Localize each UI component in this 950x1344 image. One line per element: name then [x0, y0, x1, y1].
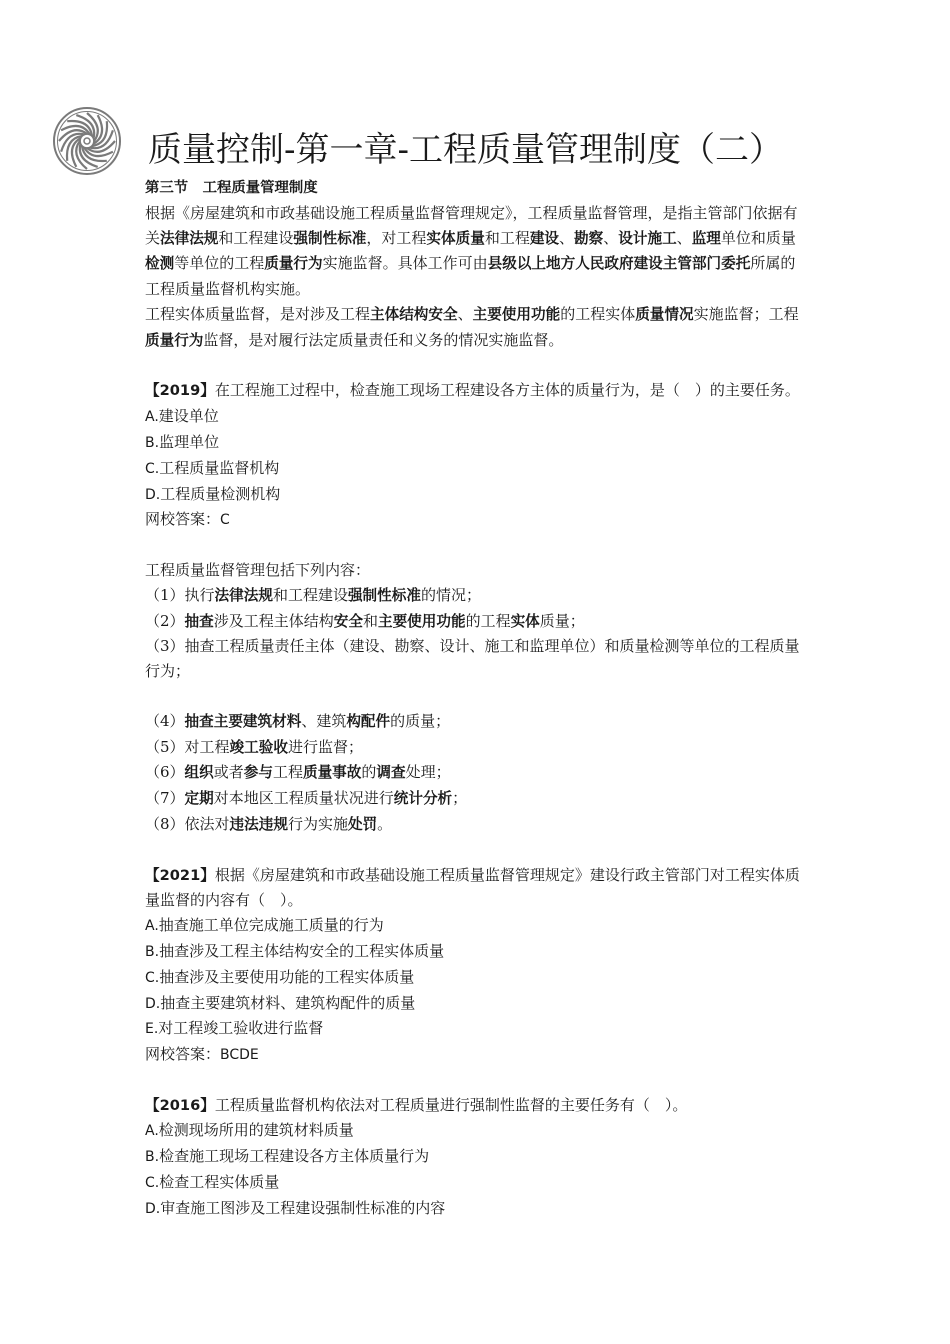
question-2021-answer: [145, 1042, 809, 1068]
bold-text: 实体质量: [426, 229, 485, 247]
section-heading: 第三节 工程质量管理制度: [145, 180, 318, 196]
text-run: 对本地区工程质量状况进行: [213, 789, 394, 808]
option-key: E.: [145, 1021, 159, 1038]
contents-item-1: [145, 583, 809, 609]
text-run: 监督，是对履行法定质量责任和义务的情况实施监督。: [203, 330, 564, 349]
text-run: 的: [361, 763, 377, 782]
bold-text: 组织: [184, 764, 214, 782]
text-run: （4）: [145, 711, 185, 730]
answer-value: BCDE: [220, 1047, 259, 1064]
text-run: 根据《房屋建筑和市政基础设施工程质量监督管理规定》，工程质量监督管理，是指主管部门依据有关: [145, 203, 798, 247]
text-run: 和工程: [484, 228, 530, 247]
option-item: [145, 430, 809, 456]
option-item: [145, 913, 809, 939]
text-run: 根据《房屋建筑和市政基础设施工程质量监督管理规定》建设行政主管部门对工程实体质 量监督的内容有（ ）。: [145, 865, 815, 910]
bold-text: 】: [200, 382, 215, 400]
option-key: D.: [145, 486, 161, 503]
text-run: 、: [676, 228, 692, 247]
text-run: 单位和质量: [720, 228, 796, 247]
answer-value: C: [220, 512, 230, 529]
bold-text: 违法违规: [229, 815, 288, 833]
bold-text: 质量事故: [302, 764, 362, 782]
option-key: D.: [145, 995, 161, 1012]
bold-text: 强制性标准: [347, 586, 421, 604]
question-2016-stem: [145, 1093, 809, 1119]
text-run: 、建筑: [301, 711, 347, 730]
question-2016-options: [145, 1118, 809, 1221]
bold-text: 【: [145, 866, 160, 884]
bold-text: 2016: [159, 1096, 201, 1114]
text-run: 、: [457, 304, 473, 323]
text-run: 和工程建设: [272, 585, 348, 604]
bold-text: 定期: [184, 790, 214, 808]
text-run: （1）执行: [145, 585, 215, 604]
bold-text: 质量行为: [264, 255, 323, 273]
option-item: [145, 1196, 809, 1222]
text-run: 涉及工程主体结构: [213, 611, 334, 630]
option-key: C.: [145, 460, 160, 477]
text-run: 、: [603, 228, 619, 247]
text-run: ；: [452, 789, 468, 808]
bold-text: 【: [145, 1096, 160, 1114]
option-text: 监理单位: [159, 432, 220, 451]
question-2019-answer: [145, 507, 809, 533]
bold-text: 主要使用功能: [472, 305, 561, 323]
option-key: A.: [145, 409, 159, 426]
option-item: [145, 1118, 809, 1144]
bold-text: 构配件: [346, 712, 391, 730]
bold-text: 强制性标准: [293, 229, 367, 247]
text-run: （5）对工程: [145, 737, 230, 756]
text-run: 的质量；: [390, 711, 451, 730]
bold-text: 检测: [145, 255, 175, 273]
bold-text: 主体结构安全: [370, 305, 458, 323]
text-run: 实施监督；工程: [693, 304, 799, 323]
answer-label: 网校答案：: [145, 510, 221, 529]
bold-text: 法律法规: [160, 229, 219, 247]
bold-text: 监理: [691, 229, 721, 247]
bold-text: 【: [145, 382, 160, 400]
text-run: 的情况；: [420, 585, 481, 604]
text-run: 和: [362, 611, 378, 630]
text-run: 处理；: [405, 763, 451, 782]
contents-item-6: [145, 760, 809, 786]
option-text: 抽查主要建筑材料、建筑构配件的质量: [160, 993, 416, 1012]
bold-text: 2019: [159, 382, 201, 400]
text-run: 进行监督；: [287, 737, 363, 756]
text-run: 或者: [213, 763, 244, 782]
text-run: 工程质量监督机构依法对工程质量进行强制性监督的主要任务有（ ）。: [214, 1095, 688, 1114]
option-text: 对工程竣工验收进行监督: [158, 1019, 324, 1038]
bold-text: 设计: [618, 229, 648, 247]
text-run: （7）: [145, 789, 185, 808]
question-2019-options: [145, 404, 809, 507]
option-text: 工程质量监督机构: [159, 458, 280, 477]
option-key: B.: [145, 1149, 160, 1166]
swirl-emblem-logo: [52, 106, 122, 176]
option-item: [145, 965, 809, 991]
text-run: 的工程: [465, 611, 511, 630]
bold-text: 勘察: [574, 229, 604, 247]
question-2019-stem: [145, 378, 809, 404]
question-2021-stem: [145, 863, 815, 914]
answer-label: 网校答案：: [145, 1045, 221, 1064]
option-item: [145, 1144, 809, 1170]
bold-text: 竣工验收: [229, 738, 288, 756]
text-run: 和工程建设: [218, 228, 294, 247]
text-run: 行为实施: [287, 814, 348, 833]
option-item: [145, 939, 809, 965]
document-title: 质量控制-第一章-工程质量管理制度（二）: [148, 130, 783, 170]
bold-text: 】: [200, 1096, 215, 1114]
option-key: C.: [145, 1175, 160, 1192]
option-item: [145, 1170, 809, 1196]
bold-text: 法律法规: [214, 586, 273, 604]
option-key: A.: [145, 1123, 159, 1140]
intro-paragraph-1: [145, 201, 809, 302]
contents-item-7: [145, 786, 809, 812]
bold-text: 县级以上地方人民政府建设主管部门委托: [487, 255, 751, 273]
bold-text: 】: [200, 866, 215, 884]
bold-text: 建设: [529, 229, 560, 247]
option-text: 抽查施工单位完成施工质量的行为: [158, 916, 384, 935]
option-text: 抽查涉及主要使用功能的工程实体质量: [159, 967, 415, 986]
option-key: A.: [145, 918, 159, 935]
contents-item-2: [145, 609, 809, 635]
text-run: ，对工程: [366, 228, 427, 247]
option-text: 检查工程实体质量: [159, 1173, 280, 1192]
contents-item-5: [145, 735, 809, 761]
contents-item-4: [145, 709, 809, 735]
option-key: B.: [145, 434, 160, 451]
bold-text: 抽查: [184, 612, 214, 630]
option-key: D.: [145, 1200, 161, 1217]
text-run: 质量；: [539, 611, 585, 630]
text-run: 的工程实体: [560, 304, 636, 323]
text-run: 工程实体质量监督，是对涉及工程: [145, 304, 371, 323]
contents-item-3: [145, 634, 809, 684]
bold-text: 调查: [376, 764, 406, 782]
option-key: B.: [145, 943, 160, 960]
text-run: （3）抽查工程质量责任主体（建设、勘察、设计、施工和监理单位）和质量检测等单位的工程质量行为；: [145, 637, 800, 681]
bold-text: 安全: [333, 612, 363, 630]
option-item: [145, 991, 809, 1017]
option-text: 检查施工现场工程建设各方主体质量行为: [159, 1147, 430, 1166]
bold-text: 主要使用功能: [377, 612, 466, 630]
bold-text: 2021: [159, 866, 201, 884]
bold-text: 抽查主要建筑材料: [184, 712, 302, 730]
contents-heading: 工程质量监督管理包括下列内容：: [145, 560, 371, 579]
intro-paragraph-2: [145, 302, 809, 354]
option-item: [145, 1016, 809, 1042]
bold-text: 统计分析: [393, 790, 453, 808]
text-run: 所属的工程质量监督机构实施。: [145, 254, 796, 299]
text-run: 实施监督。具体工作可由: [322, 254, 488, 273]
option-item: [145, 482, 809, 508]
option-text: 审查施工图涉及工程建设强制性标准的内容: [160, 1198, 446, 1217]
text-run: 等单位的工程: [174, 254, 265, 273]
bold-text: 参与: [243, 764, 273, 782]
question-2021-options: [145, 913, 809, 1042]
document-body: [145, 176, 815, 1222]
bold-text: 施工: [647, 229, 677, 247]
text-run: （2）: [145, 611, 185, 630]
text-run: 、: [559, 228, 575, 247]
text-run: （8）依法对: [145, 814, 230, 833]
option-text: 建设单位: [158, 407, 219, 426]
bold-text: 处罚: [347, 815, 378, 833]
bold-text: 实体: [510, 612, 540, 630]
text-run: 在工程施工过程中，检查施工现场工程建设各方主体的质量行为，是（ ）的主要任务。: [214, 381, 800, 400]
option-text: 检测现场所用的建筑材料质量: [158, 1121, 354, 1140]
bold-text: 质量情况: [635, 305, 694, 323]
option-item: [145, 456, 809, 482]
option-text: 抽查涉及工程主体结构安全的工程实体质量: [159, 941, 445, 960]
text-run: 。: [377, 814, 393, 833]
option-item: [145, 404, 809, 430]
option-key: C.: [145, 969, 160, 986]
bold-text: 质量行为: [145, 331, 204, 349]
option-text: 工程质量检测机构: [160, 484, 281, 503]
text-run: （6）: [145, 763, 185, 782]
text-run: 工程: [272, 763, 303, 782]
contents-item-8: [145, 812, 809, 838]
